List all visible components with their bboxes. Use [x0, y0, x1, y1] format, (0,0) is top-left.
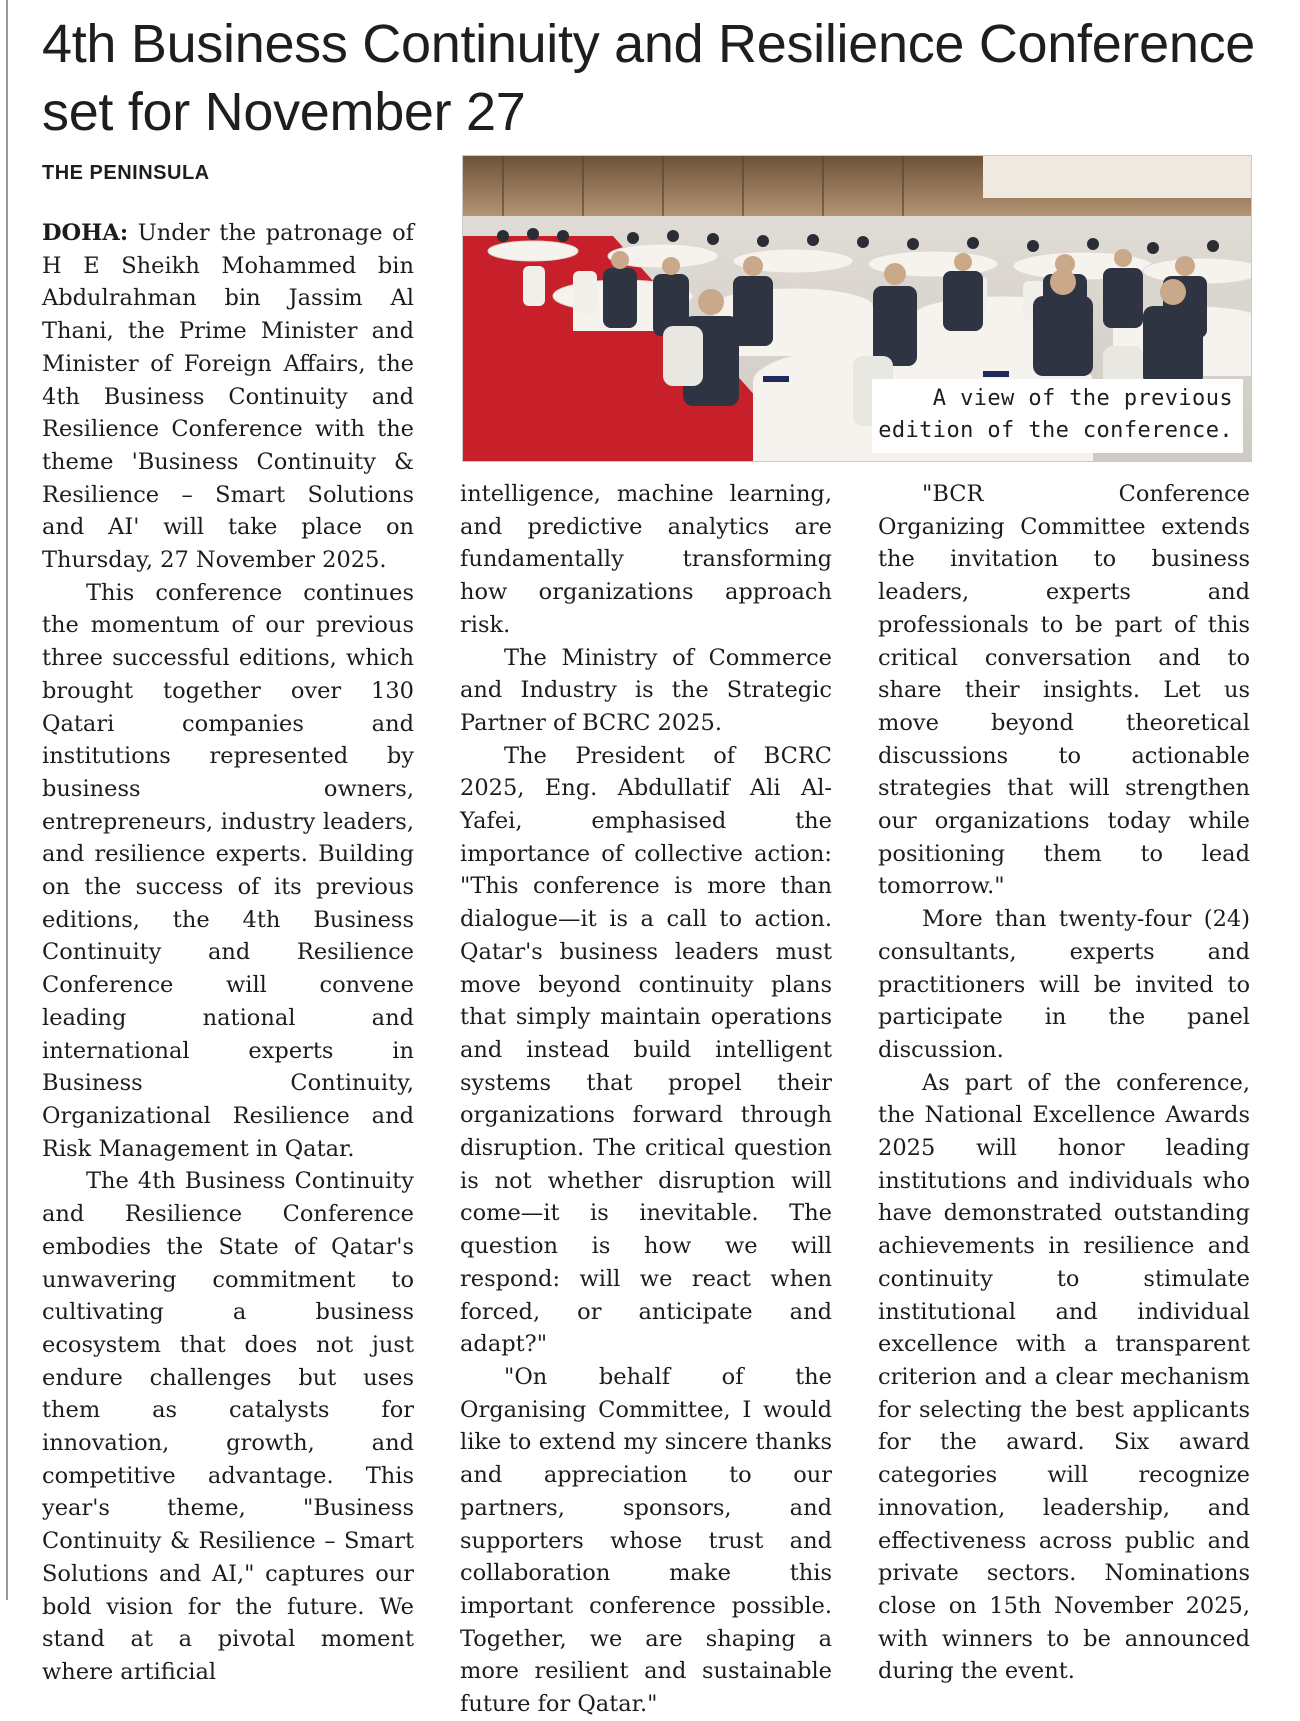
- paragraph: "BCR Conference Organizing Committee extends the invitation to business leaders, experts and professionals to be part of this critical conversation and to share their insights. Let us move beyond theoretical discussions to actionable strategies that will strengthen our organizations today while positioning them to lead tomorrow.": [878, 481, 1250, 900]
- page-edge-rule: [6, 0, 8, 1600]
- dateline: DOHA:: [42, 220, 129, 246]
- paragraph: "On behalf of the Organising Committee, I would like to extend my sincere thanks and appreciation to our partners, sponsors, and supporters whose trust and collaboration make this important conference possible. Together, we are shaping a more resilient and sustainable future for Qatar.": [460, 1363, 832, 1718]
- paragraph: [42, 217, 414, 577]
- paragraph: As part of the conference, the National Excellence Awards 2025 will honor leading institutions and individuals who have demonstrated outstanding achievements in resilience and continuity to stimulate institutional and individual excellence with a transparent criterion and a clear mechanism for selecting the best applicants for the award. Six award categories will recognize innovation, leadership, and effectiveness across public and private sectors. Nominations close on 15th November 2025, with winners to be announced during the event.: [878, 1069, 1250, 1685]
- headline: 4th Business Continuity and Resilience Conference set for November 27: [42, 14, 1256, 142]
- paragraph-text: Under the patronage of H E Sheikh Mohammed bin Abdulrahman bin Jassim Al Thani, the Prime Minister and Minister of Foreign Affairs, the 4th Business Continuity and Resilience Conference with the theme 'Business Continuity & Resilience – Smart Solutions and AI' will take place on Thursday, 27 November 2025.: [42, 220, 414, 574]
- paragraph: This conference continues the momentum of our previous three successful editions, which brought together over 130 Qatari companies and institutions represented by business owners, entrepreneurs, industry leaders, and resilience experts. Building on the success of its previous editions, the 4th Business Continuity and Resilience Conference will convene leading national and international experts in Business Continuity, Organizational Resilience and Risk Management in Qatar.: [42, 579, 414, 1162]
- column-3: [878, 478, 1250, 1685]
- source-byline: THE PENINSULA: [42, 162, 210, 184]
- paragraph: The Ministry of Commerce and Industry is the Strategic Partner of BCRC 2025.: [460, 644, 832, 736]
- paragraph: The 4th Business Continuity and Resilience Conference embodies the State of Qatar's unwavering commitment to cultivating a business ecosystem that does not just endure challenges but uses them as catalysts for innovation, growth, and competitive advantage. This year's theme, "Business Continuity & Resilience – Smart Solutions and AI," captures our bold vision for the future. We stand at a pivotal moment where artificial: [42, 1168, 414, 1685]
- paragraph: The President of BCRC 2025, Eng. Abdullatif Ali Al-Yafei, emphasised the importance of collective action: "This conference is more than dialogue—it is a call to action. Qatar's business leaders must move beyond continuity plans that simply maintain operations and instead build intelligent systems that propel their organizations forward through disruption. The critical question is not whether disruption will come—it is inevitable. The question is how we will respond: will we react when forced, or anticipate and adapt?": [460, 742, 832, 1358]
- paragraph: More than twenty-four (24) consultants, experts and practitioners will be invited to participate in the panel discussion.: [878, 906, 1250, 1063]
- column-1: [42, 217, 414, 1685]
- photo-caption: A view of the previous edition of the conference.: [872, 379, 1243, 453]
- column-2: [460, 478, 832, 1718]
- conference-photo: [462, 155, 1252, 462]
- paragraph: intelligence, machine learning, and predictive analytics are fundamentally transforming how organizations approach risk.: [460, 481, 832, 638]
